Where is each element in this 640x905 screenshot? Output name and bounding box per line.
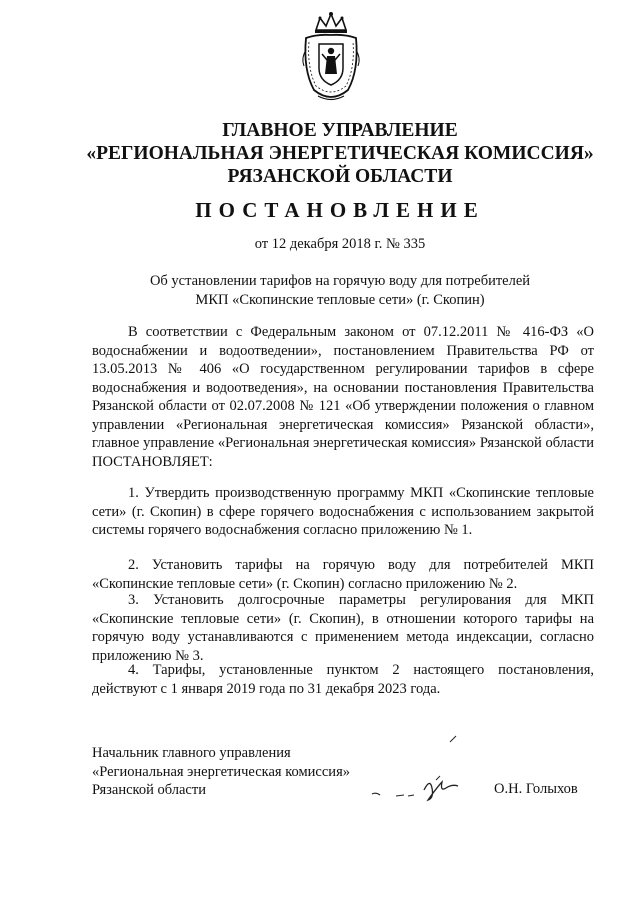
signatory-position-line-2: «Региональная энергетическая комиссия» <box>92 763 350 780</box>
org-title-line-1: ГЛАВНОЕ УПРАВЛЕНИЕ <box>222 120 458 141</box>
document-date-number: от 12 декабря 2018 г. № 335 <box>254 236 426 252</box>
document-type-heading: ПОСТАНОВЛЕНИЕ <box>195 198 485 222</box>
org-title-line-2: «РЕГИОНАЛЬНАЯ ЭНЕРГЕТИЧЕСКАЯ КОМИССИЯ» <box>86 143 594 164</box>
organization-title <box>40 119 640 188</box>
signatory-position-line-1: Начальник главного управления <box>92 745 291 761</box>
handwritten-signature <box>368 728 478 806</box>
resolution-item-4: 4. Тарифы, установленные пунктом 2 настоящего постановления, действуют с 1 января 2019 года по 31 декабря 2023 года. <box>92 662 594 697</box>
resolution-item-3: 3. Установить долгосрочные параметры регулирования для МКП «Скопинские тепловые сети» (г. Скопин), в отношении которого тарифы на горячую воду устанавливаются с применением метода индексации, согласно приложению № 3. <box>92 592 594 664</box>
document-subject <box>40 272 640 309</box>
org-title-line-3: РЯЗАНСКОЙ ОБЛАСТИ <box>227 166 453 187</box>
signatory-name: О.Н. Голыхов <box>494 781 578 797</box>
signatory-position-line-3: Рязанской области <box>92 782 206 798</box>
subject-line-1: Об установлении тарифов на горячую воду для потребителей <box>149 273 531 289</box>
signatory-position <box>92 744 350 800</box>
resolution-item-1: 1. Утвердить производственную программу МКП «Скопинские тепловые сети» (г. Скопин) в сфере горячего водоснабжения с использованием закрытой системы горячего водоснабжения согласно приложению № 1. <box>92 485 594 538</box>
resolution-item-2: 2. Установить тарифы на горячую воду для потребителей МКП «Скопинские тепловые сети» (г. Скопин) согласно приложению № 2. <box>92 557 594 592</box>
preamble-paragraph: В соответствии с Федеральным законом от 07.12.2011 № 416-ФЗ «О водоснабжении и водоотведении», постановлением Правительства РФ от 13.05.2013 № 406 «О государственном регулировании тарифов в сфере водоснабжения и водоотведения», на основании постановления Правительства Рязанской области от 02.07.2008 № 121 «Об утверждении положения о главном управлении «Региональная энергетическая комиссия» Рязанской области», главное управление «Региональная энергетическая комиссия» Рязанской области ПОСТАНОВЛЯЕТ: <box>92 324 594 470</box>
coat-of-arms-icon <box>300 10 362 106</box>
subject-line-2: МКП «Скопинские тепловые сети» (г. Скопин) <box>195 291 485 308</box>
